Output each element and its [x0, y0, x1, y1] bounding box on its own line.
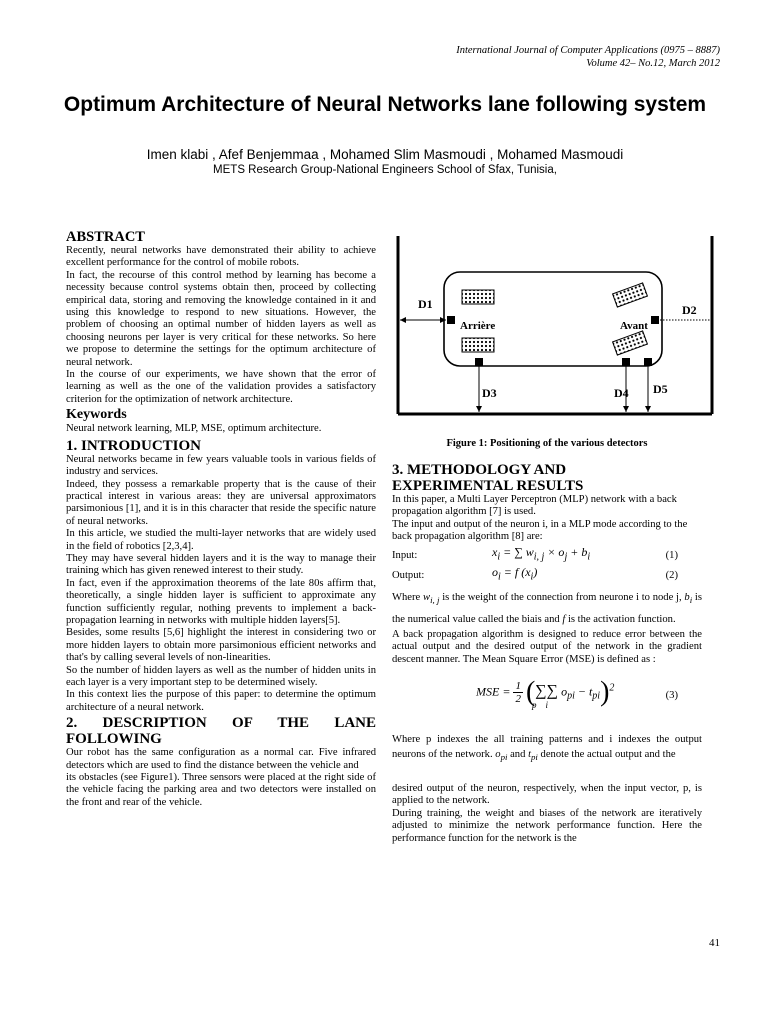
label-d2: D2 — [682, 303, 697, 317]
equation-2-number: (2) — [665, 569, 678, 581]
equation-2: $o_i = f$ $(x_i)$ — [492, 564, 538, 583]
mse-explanation: Where p indexes the all training patterns and i indexes the output neurons of the network. $o_{pi}$ and $t_{pi}$ denote the actual output and the — [392, 733, 702, 763]
equation-explanation: Where $w_{i, j}$ is the weight of the connection from neurone i to node j, $b_i$ is the numerical value called the biais and f is the activation function. — [392, 591, 702, 625]
section2-heading-cont: FOLLOWING — [66, 731, 162, 748]
wheel-rear-top — [462, 290, 494, 304]
sensor-d1 — [447, 316, 455, 324]
figure-1-diagram — [392, 232, 718, 432]
sensor-d2 — [651, 316, 659, 324]
keywords-heading: Keywords — [66, 407, 127, 423]
wheel-front-top — [613, 283, 648, 307]
wheel-rear-bottom — [462, 338, 494, 352]
intro-paragraph: In this context lies the purpose of this paper: to determine the optimum architecture of a neural network. — [66, 689, 376, 713]
equation-3-number: (3) — [665, 689, 678, 701]
intro-paragraph: They may have several hidden layers and it is the way to manage their training which has given renewed interest to their study. — [66, 552, 376, 577]
equation-3: MSE = 1 2 (∑∑ $o_{pi} - t_{pi})^2$ p i — [476, 676, 615, 710]
equation-3-row — [392, 666, 702, 726]
section3-paragraph: During training, the weight and biases of the network are iteratively adjusted to minimize the network performance function. Here the performance function for the network is the — [392, 807, 702, 844]
equation-2-label: Output: — [392, 569, 425, 581]
section2-paragraph: Our robot has the same configuration as a normal car. Five infrared detectors which are used to find the distance between the vehicle and — [66, 747, 376, 771]
abstract-heading: ABSTRACT — [66, 229, 145, 245]
keywords-text: Neural network learning, MLP, MSE, optimum architecture. — [66, 423, 322, 435]
section3-paragraph: In this paper, a Multi Layer Perceptron (MLP) network with a back propagation algorithm [7] is used. — [392, 494, 677, 518]
intro-paragraph: Indeed, they possess a remarkable property that is the cause of their practical interest in various areas: they are universal approximators parsimonious [1], and it is in this character that reside the specific nature of neural networks. — [66, 478, 376, 527]
label-d4: D4 — [614, 386, 629, 400]
section2-heading: 2. DESCRIPTION OF THE LANE — [66, 715, 376, 732]
equation-2-row — [392, 566, 702, 586]
wheel-front-bottom — [613, 331, 648, 355]
section2-paragraph: its obstacles (see Figure1). Three sensors were placed at the right side of the vehicle facing the parking area and two detectors were installed on the front and rear of the vehicle. — [66, 772, 376, 808]
equation-1: $x_i$ = ∑ $w_{i, j} \times o_j + b_i$ — [492, 544, 591, 563]
abstract-paragraph: In fact, the recourse of this control method by learning has become a necessity because control systems obtain then, proceed by collecting empirical data, storing and removing the knowledge contained in it and using this knowledge to respond to new situations. However, the problem of choosing an optimal number of hidden layers as well as choosing neurons per layer is very critical for these networks. So here we propose to determine the settings for the optimum architecture of neural network. — [66, 269, 376, 368]
intro-heading: 1. INTRODUCTION — [66, 437, 202, 454]
intro-paragraph: So the number of hidden layers as well as the number of hidden units in each layer is a very important step to be determined wisely. — [66, 664, 376, 688]
figure-1-caption: Figure 1: Positioning of the various detectors — [446, 438, 648, 449]
sensor-d3 — [475, 358, 483, 366]
equation-1-label: Input: — [392, 549, 418, 561]
sensor-d5 — [644, 358, 652, 366]
intro-paragraph: In fact, even if the approximation theorems of the late 80s affirm that, theoretically, a single hidden layer is sufficient to approximate any function sufficiently regular, nothing prevents to implement a back-propagation learning in networks with multiple hidden layers[5]. — [66, 577, 376, 626]
label-d3: D3 — [482, 386, 497, 400]
abstract-paragraph: In the course of our experiments, we have shown that the error of learning as well as the one of the validation provides a satisfactory criterion for the optimization of network architecture. — [66, 369, 376, 405]
sensor-d4 — [622, 358, 630, 366]
journal-header — [456, 44, 720, 70]
label-d5: D5 — [653, 382, 668, 396]
equation-1-number: (1) — [665, 549, 678, 561]
intro-paragraph: Neural networks became in few years valuable tools in various fields of industry and services. — [66, 453, 376, 478]
backprop-paragraph: A back propagation algorithm is designed to reduce error between the actual output and the desired output of the network in the gradient descent manner. The Mean Square Error (MSE) is defined as : — [392, 628, 702, 665]
equation-1-row — [392, 546, 702, 566]
paper-title: Optimum Architecture of Neural Networks lane following system — [63, 93, 707, 116]
label-d1: D1 — [418, 297, 433, 311]
section3-paragraph: desired output of the neuron, respectively, when the input vector, p, is applied to the network. — [392, 783, 702, 807]
left-column — [66, 229, 376, 809]
abstract-paragraph: Recently, neural networks have demonstrated their ability to achieve excellent performance for the control of mobile robots. — [66, 245, 376, 269]
page-number: 41 — [709, 937, 720, 949]
label-front: Avant — [620, 320, 648, 332]
journal-volume: Volume 42– No.12, March 2012 — [586, 58, 720, 69]
paper-authors: Imen klabi , Afef Benjemmaa , Mohamed Slim Masmoudi , Mohamed Masmoudi — [146, 147, 624, 162]
journal-name: International Journal of Computer Applications (0975 – 8887) — [456, 45, 720, 56]
paper-affiliation: METS Research Group-National Engineers School of Sfax, Tunisia, — [213, 164, 557, 176]
label-rear: Arrière — [460, 320, 496, 332]
intro-paragraph: Besides, some results [5,6] highlight the interest in considering two or more hidden layers to obtain more parsimonious efficient networks and that's by calling several levels of non-linearities. — [66, 627, 376, 664]
section3-paragraph: The input and output of the neuron i, in a MLP mode according to the back propagation algorithm [8] are: — [392, 518, 688, 543]
right-column — [392, 462, 702, 845]
section3-heading: 3. METHODOLOGY AND — [392, 462, 567, 478]
section3-heading-cont: EXPERIMENTAL RESULTS — [392, 478, 584, 494]
intro-paragraph: In this article, we studied the multi-layer networks that are widely used in the field of robotics [2,3,4]. — [66, 528, 376, 552]
